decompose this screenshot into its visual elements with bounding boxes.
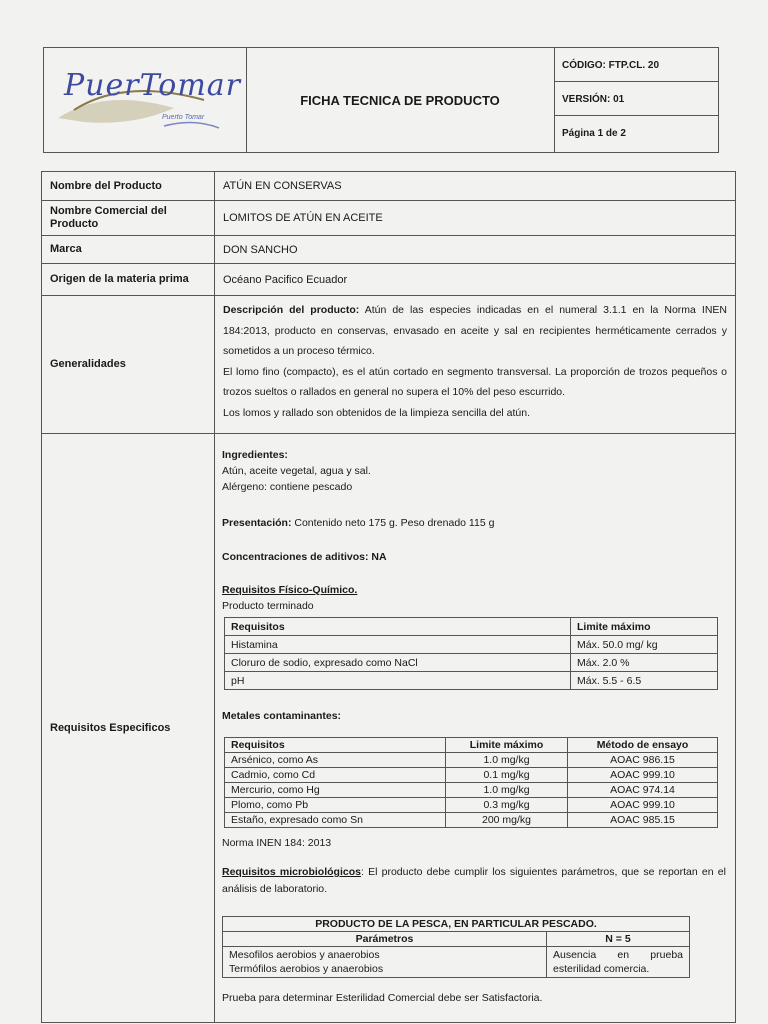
table-cell [223, 947, 547, 978]
logo-subtitle: Puerto Tomar [162, 114, 205, 121]
norma-text: Norma INEN 184: 2013 [222, 837, 332, 849]
row-nombre-producto [42, 172, 735, 201]
table-cell: AOAC 986.15 [568, 753, 718, 768]
table-cell: Ausencia en prueba esterilidad comercia. [547, 947, 690, 978]
aditivos-value: NA [368, 551, 387, 563]
ingredientes-label: Ingredientes: [222, 449, 288, 461]
row-value: LOMITOS DE ATÚN EN ACEITE [223, 212, 383, 224]
table-row [225, 813, 718, 828]
presentacion [222, 517, 494, 529]
descripcion-label: Descripción del producto: [223, 304, 360, 316]
row-label: Requisitos Especificos [42, 434, 215, 1022]
micro-text [222, 864, 726, 898]
micro-param: Mesofilos aerobios y anaerobios [229, 949, 380, 961]
presentacion-label: Presentación: [222, 517, 292, 529]
table-cell: 200 mg/kg [446, 813, 568, 828]
row-nombre-comercial [42, 201, 735, 236]
table-cell: AOAC 999.10 [568, 768, 718, 783]
table-cell: Máx. 5.5 - 6.5 [571, 672, 718, 690]
product-spec-table [41, 171, 736, 1023]
prueba-text: Prueba para determinar Esterilidad Comercial debe ser Satisfactoria. [222, 992, 543, 1004]
aditivos-label: Concentraciones de aditivos: [222, 551, 369, 563]
table-header-row [225, 618, 718, 636]
logo-text: PuerTomar [64, 68, 242, 103]
row-label: Origen de la materia prima [42, 264, 215, 295]
metales-title: Metales contaminantes: [222, 710, 342, 722]
table-header: Limite máximo [571, 618, 718, 636]
table-cell: AOAC 985.15 [568, 813, 718, 828]
row-label: Generalidades [42, 296, 215, 433]
table-cell: Mercurio, como Hg [225, 783, 446, 798]
descripcion-text: Atún de las especies indicadas en el numeral 3.1.1 en la Norma INEN 184:2013, producto en conservas, envasado en aceite y sal en recipientes herméticamente cerrados y sometidos a un proceso térmico. [223, 304, 727, 358]
table-cell: Histamina [225, 636, 571, 654]
table-cell: Cadmio, como Cd [225, 768, 446, 783]
table-cell: Estaño, expresado como Sn [225, 813, 446, 828]
row-label: Marca [42, 236, 215, 263]
table-header: Método de ensayo [568, 738, 718, 753]
row-label: Nombre del Producto [42, 172, 215, 200]
requisitos-especificos [222, 434, 730, 1022]
table-header: Requisitos [225, 618, 571, 636]
table-row [225, 798, 718, 813]
micro-param: Termófilos aerobios y anaerobios [229, 963, 384, 975]
row-generalidades [42, 296, 735, 434]
micro-title: Requisitos microbiológicos [222, 866, 361, 878]
table-cell: Plomo, como Pb [225, 798, 446, 813]
pagina-field: Página 1 de 2 [562, 128, 626, 139]
fq-title: Requisitos Físico-Químico. [222, 584, 358, 596]
table-row [225, 672, 718, 690]
codigo-field: CÓDIGO: FTP.CL. 20 [554, 48, 718, 82]
table-row [225, 783, 718, 798]
generalidades-p3: Los lomos y rallado son obtenidos de la limpieza sencilla del atún. [223, 406, 531, 419]
row-label: Nombre Comercial del Producto [42, 201, 215, 235]
table-header: Limite máximo [446, 738, 568, 753]
table-row [225, 654, 718, 672]
row-marca [42, 236, 735, 264]
ingredientes-text: Atún, aceite vegetal, agua y sal. [222, 465, 371, 477]
version-field: VERSIÓN: 01 [554, 82, 718, 116]
presentacion-text: Contenido neto 175 g. Peso drenado 115 g [291, 517, 495, 529]
table-cell: Máx. 50.0 mg/ kg [571, 636, 718, 654]
document-title: FICHA TECNICA DE PRODUCTO [246, 48, 555, 152]
table-cell: Arsénico, como As [225, 753, 446, 768]
generalidades-p2: El lomo fino (compacto), es el atún cortado en segmento transversal. La proporción de trozos pequeños o trozos sueltos o rallados en general no supera el 10% del peso escurrido. [223, 365, 727, 399]
micro-description: : El producto debe cumplir los siguientes parámetros, que se reportan en el análisis de laboratorio. [222, 866, 726, 895]
table-header-row [223, 932, 690, 947]
row-value: Océano Pacifico Ecuador [223, 273, 348, 286]
row-value: DON SANCHO [223, 243, 298, 256]
table-header: N = 5 [547, 932, 690, 947]
micro-table [222, 916, 690, 978]
table-cell: Cloruro de sodio, expresado como NaCl [225, 654, 571, 672]
table-row [225, 636, 718, 654]
table-title: PRODUCTO DE LA PESCA, EN PARTICULAR PESCADO. [223, 917, 690, 932]
table-cell: 1.0 mg/kg [446, 783, 568, 798]
fq-subtitle: Producto terminado [222, 600, 314, 612]
company-logo [44, 48, 247, 152]
alergeno-text: Alérgeno: contiene pescado [222, 481, 353, 493]
fq-table [224, 617, 718, 690]
table-row [225, 753, 718, 768]
table-cell: AOAC 974.14 [568, 783, 718, 798]
table-header: Parámetros [223, 932, 547, 947]
row-origen [42, 264, 735, 296]
table-header-row [225, 738, 718, 753]
table-header: Requisitos [225, 738, 446, 753]
metales-table [224, 737, 718, 828]
document-meta [554, 48, 718, 152]
table-cell: Máx. 2.0 % [571, 654, 718, 672]
table-row [225, 768, 718, 783]
table-cell: 0.3 mg/kg [446, 798, 568, 813]
table-cell: pH [225, 672, 571, 690]
aditivos [222, 551, 387, 563]
table-row [223, 947, 690, 978]
document-header [43, 47, 719, 153]
row-value: ATÚN EN CONSERVAS [223, 180, 342, 192]
table-cell: 1.0 mg/kg [446, 753, 568, 768]
table-title-row [223, 917, 690, 932]
table-cell: 0.1 mg/kg [446, 768, 568, 783]
generalidades-text [223, 300, 727, 424]
table-cell: AOAC 999.10 [568, 798, 718, 813]
